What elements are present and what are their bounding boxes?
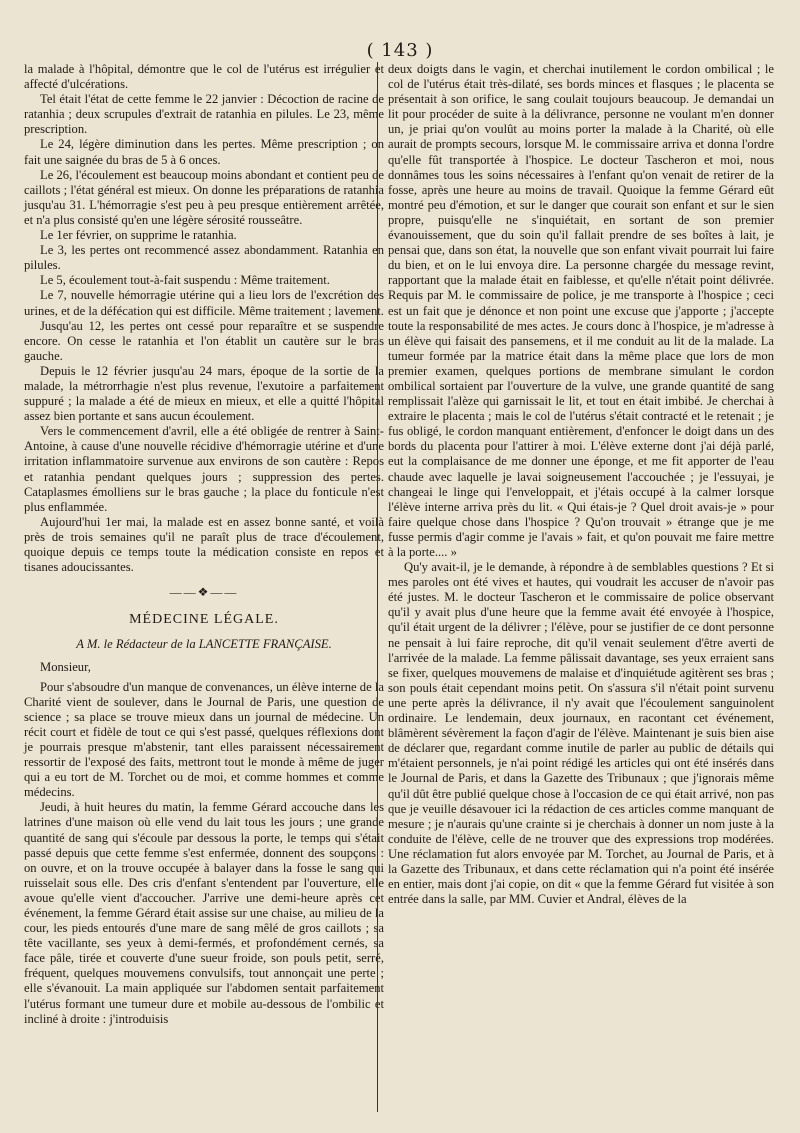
right-column [388, 62, 774, 907]
paragraph: Le 5, écoulement tout-à-fait suspendu : Même traitement. [40, 273, 330, 288]
paragraph: la malade à l'hôpital, démontre que le col de l'utérus est irrégulier et affecté d'ulcérations. [24, 62, 384, 92]
paragraph: Vers le commencement d'avril, elle a été obligée de rentrer à Saint-Antoine, à cause d'une nouvelle récidive d'hémorragie utérine et d'une irritation inflammatoire survenue aux environs de son cautère : Repos et ratanhia pendant quelques jours ; suppression des pertes. Cataplasmes émolliens sur le bras gauche ; la place du fonticule n'est plus enflammée. [24, 424, 384, 514]
section-ornament: ——❖—— [169, 585, 239, 600]
page-number: ( 143 ) [366, 40, 434, 61]
paragraph: deux doigts dans le vagin, et cherchai inutilement le cordon ombilical ; le col de l'utérus était très-dilaté, ses bords minces et flasques ; le placenta se présentait à son orifice, le sang coulait toujours beaucoup. Je demandai un lit pour procéder de suite à la délivrance, personne ne voulant m'en donner un, je priai qu'on voulût au moins porter la malade à la Charité, où elle aurait de prompts secours, lorsque M. le commissaire arriva et donna l'ordre qu'elle fût transportée à l'hospice. Le docteur Tascheron et moi, nous donnâmes tous les soins nécessaires à l'enfant qu'on venait de retirer de la fosse, après une heure au moins de travail. Quoique la femme Gérard eût montré peu d'émotion, et sur le danger que courait son enfant et sur le sien propre, puisqu'elle ne s'inquiétait, en sortant de son premier évanouissement, que du soin qu'il fallait prendre de ses boîtes à lait, je pensai que, dans son état, la nouvelle que son enfant vivait pourrait lui faire du bien, et on le lui envoya dire. La personne chargée du message revint, rapportant que la malade était en faiblesse, et qu'elle n'était point délivrée. Requis par M. le commissaire de police, je me transporte à l'hospice ; ceci est un fait que je dénonce et non point une excuse que j'apporte ; j'accepte toute la responsabilité de mes actes. Je cours donc à l'hospice, je m'adresse à un élève qui faisait des pansemens, et il me conduit au lit de la malade. La tumeur formée par la matrice était dans la même place que lors de mon premier examen, quelques portions de membrane simulant le cordon ombilical sortaient par l'ouverture de la vulve, une grande quantité de sang remplissait l'alèze qui garnissait le lit, et tout en était imbibé. Je cherchai à extraire le placenta ; mais le col de l'utérus s'était contracté et le retenait ; je fus obligé, le cordon manquant entièrement, d'enfoncer le doigt dans un des bords du placenta pour l'attirer à moi. L'élève externe dont j'ai déjà parlé, eut la complaisance de me donner une éponge, et me fit apporter de l'eau chaude avec laquelle je lavai soigneusement l'accouchée ; je l'essuyai, je changeai le linge qui l'enveloppait, et j'étais occupé à la calmer lorsque l'élève interne arriva près du lit. « Qui étais-je ? Quel droit avais-je » pour faire quelque chose dans l'hospice ? Qu'on trouvait » étrange que je me fusse permis d'agir comme je l'avais » fait, et qu'on pouvait me faire mettre à la porte.... » [388, 62, 774, 559]
paragraph: Jeudi, à huit heures du matin, la femme Gérard accouche dans les latrines d'une maison où elle vend du lait tous les jours ; une grande quantité de sang qui s'écoule par dessous la porte, le temps qui s'était passé depuis que cette femme s'est enfermée, donnent des soupçons : on ouvre, et on la trouve occupée à balayer dans la fosse le sang qui ruisselait sous elle. Des cris d'enfant s'entendent par l'ouverture, elle avoue qu'elle vient d'accoucher. J'arrive une demi-heure après cet événement, la femme Gérard était assise sur une chaise, au milieu de la cour, les pieds entourés d'une mare de sang mêlé de gros caillots ; sa tête vacillante, ses yeux à demi-fermés, et profondément cernés, sa face pâle, tirée et couverte d'une sueur froide, son pouls petit, serré, fréquent, quelques mouvemens convulsifs, tout annonçait une perte ; elle s'évanouit. La main appliquée sur l'abdomen sentait parfaitement l'utérus formant une tumeur dure et mobile au-dessous de l'ombilic et incliné à droite : j'introduisis [24, 800, 384, 1026]
paragraph: Le 24, légère diminution dans les pertes. Même prescription ; on fait une saignée du bras de 5 à 6 onces. [24, 137, 384, 167]
paragraph: Tel était l'état de cette femme le 22 janvier : Décoction de racine de ratanhia ; deux scrupules d'extrait de ratanhia en pilules. Le 23, même prescription. [24, 92, 384, 137]
left-paragraphs-before [24, 62, 384, 575]
paragraph: Le 1er février, on supprime le ratanhia. [40, 228, 237, 243]
paragraph: Qu'y avait-il, je le demande, à répondre à de semblables questions ? Et si mes paroles ont été vives et hautes, qui voudrait les accuser de n'avoir pas été justes. M. le docteur Tascheron et le commissaire de police observant qu'il y avait plus d'une heure que la femme avait été envoyée à l'hospice, qu'il était urgent de la délivrer ; l'élève, pour se justifier de ce dont personne ne pensait à lui faire reproche, dit qu'il venait seulement d'être averti de l'arrivée de la malade. La femme pâlissait davantage, ses yeux erraient sans se fixer, quelques mouvemens de malaise et d'inquiétude agitèrent ses bras ; son pouls était cependant moins petit. On s'assura s'il n'était point survenu une perte après la délivrance, il n'y avait que l'écoulement sanguinolent ordinaire. Le lendemain, deux journaux, en racontant cet événement, blâmèrent sévèrement la façon d'agir de l'élève. Maintenant je suis bien aise de déclarer que, regardant comme inutile de parler au public de détails qui m'étaient personnels, je n'ai point rédigé les articles qui ont été insérés dans le Journal de Paris, et dans la Gazette des Tribunaux ; que j'ignorais même qu'il dût être publié quelque chose à l'occasion de ce qui était arrivé, non pas que je veuille désavouer ici la rédaction de ces articles comme manquant de mesure ; je n'aurais qu'une crainte si je cherchais à donner un nom juste à la conduite de l'élève, celle de ne trouver que des expressions trop modérées. Une réclamation fut alors envoyée par M. Torchet, au Journal de Paris, et à la Gazette des Tribunaux, et dans cette réclamation qui n'a point été insérée en entier, mais dont j'ai copie, on dit « que la femme Gérard fut visitée à son entrée dans la salle, par MM. Cuvier et Andral, élèves de la [388, 560, 774, 907]
section-title: MÉDECINE LÉGALE. [129, 612, 279, 628]
column-divider [377, 62, 378, 1112]
paragraph: Le 7, nouvelle hémorragie utérine qui a lieu lors de l'excrétion des urines, et de la défécation qui est difficile. Même traitement ; lavement. [24, 288, 384, 318]
left-column [24, 62, 384, 1027]
paragraph: Jusqu'au 12, les pertes ont cessé pour reparaître et se suspendre encore. On cesse le ratanhia et l'on établit un cautère sur le bras gauche. [24, 318, 384, 363]
paragraph: Le 3, les pertes ont recommencé assez abondamment. Ratanhia en pilules. [24, 243, 384, 273]
letter-salutation: Monsieur, [40, 660, 91, 675]
left-paragraphs-after [24, 680, 384, 1027]
paragraph: Depuis le 12 février jusqu'au 24 mars, époque de la sortie de la malade, la métrorrhagie n'est plus revenue, l'exutoire a parfaitement suppuré ; la malade a été de mieux en mieux, et elle a quitté l'hôpital assez bien portante et sans aucun écoulement. [24, 363, 384, 424]
paragraph: Le 26, l'écoulement est beaucoup moins abondant et contient peu de caillots ; l'état général est mieux. On donne les préparations de ratanhia jusqu'au 31. L'hémorragie s'est peu à peu presque entièrement arrêtée, et n'a plus consisté qu'en une légère sérosité rousseâtre. [24, 167, 384, 227]
paragraph: Pour s'absoudre d'un manque de convenances, un élève interne de la Charité vient de soulever, dans le Journal de Paris, une question de science ; sa place se trouve mieux dans un journal de médecine. Un récit court et fidèle de tout ce qui s'est passé, quelques réflexions dont je pourrais presque m'abstenir, tant elles paraissent nécessairement ressortir de l'exposé des faits, mettront tout le monde à même de juger qui a eu tort de M. Torchet ou de moi, et comme hommes et comme médecins. [24, 679, 384, 800]
right-paragraphs [388, 62, 774, 907]
paragraph: Aujourd'hui 1er mai, la malade est en assez bonne santé, et voilà près de trois semaines qu'il ne paraît plus de trace d'écoulement, quoique depuis ce temps toute la médication consiste en repos et tisanes adoucissantes. [24, 514, 384, 575]
letter-addressee: A M. le Rédacteur de la LANCETTE FRANÇAISE. [76, 637, 332, 652]
